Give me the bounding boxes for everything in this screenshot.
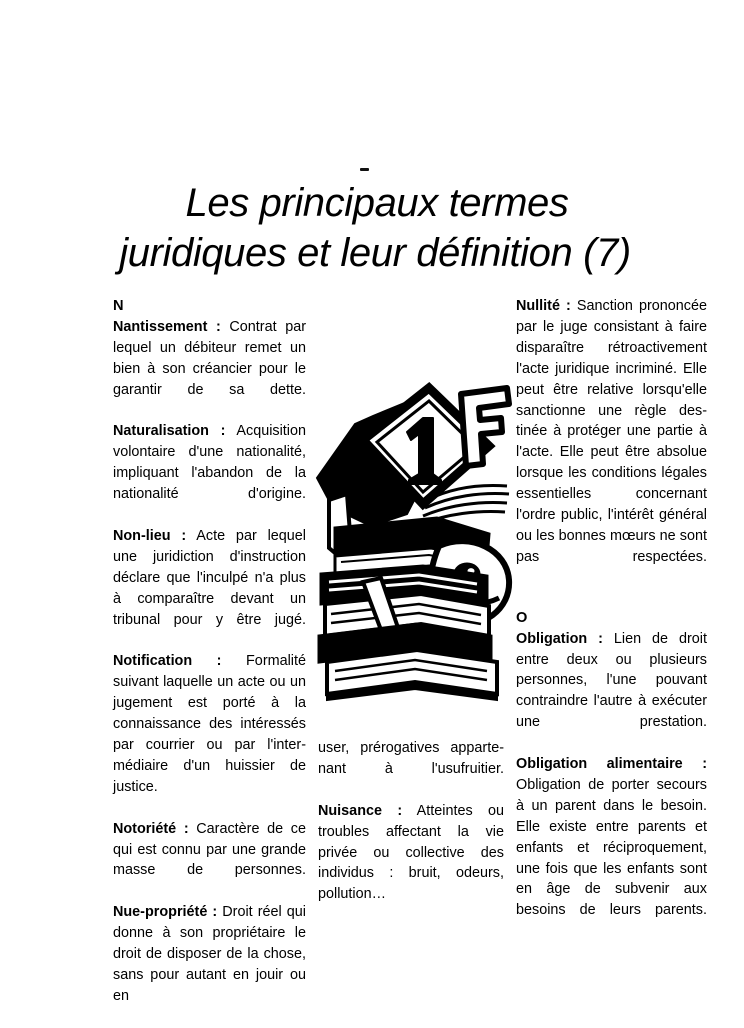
definition-obligation: Lien de droit entre deux ou plusieurs personnes, l'une pouvant contraindre l'autre à exécuter une prestation. xyxy=(516,630,708,731)
page-title-line-2: juridiques et leur définition (7) xyxy=(119,231,631,275)
definition-naturalisation: Acquisition volontaire d'une nationalité, impliquant l'abandon de la nationalité d'origine. xyxy=(113,423,307,503)
term-nue-propriete: Nue-propriété : xyxy=(113,904,218,921)
definition-non-lieu: Acte par lequel une juridiction d'instruction déclare que l'inculpé n'a plus à comparaître devant un tribunal pour y être jugé. xyxy=(113,527,306,628)
term-naturalisation: Naturalisation : xyxy=(113,423,226,440)
term-notification: Notification : xyxy=(113,653,222,670)
definition-nantissement: Contrat par lequel un débiteur remet un bien à son créancier pour le garantir de sa dette. xyxy=(113,318,306,398)
entry-notoriete xyxy=(113,819,306,903)
entry-obligation-alimentaire xyxy=(516,754,707,942)
term-notoriete: Notoriété : xyxy=(113,820,189,837)
left-column xyxy=(113,296,306,1028)
page-title-line-1: Les principaux termes xyxy=(185,181,569,225)
term-nuisance: Nuisance : xyxy=(318,802,403,819)
term-non-lieu: Non-lieu : xyxy=(113,527,187,544)
entry-notification xyxy=(113,651,306,818)
entry-naturalisation xyxy=(113,421,306,526)
entry-nullite xyxy=(516,296,707,589)
scan-artifact-mark xyxy=(360,168,369,171)
continuation-nue-propriete: user, prérogatives appartenant à l'usufruitier. xyxy=(318,740,504,777)
letter-heading-n: N xyxy=(113,298,124,314)
definition-nullite: Sanction prononcée par le juge consistant à faire disparaître rétroactivement l'acte juridique incriminé. Elle peut être relative lorsqu'elle sanctionne une règle destinée à protéger une partie à l'acte. Elle peut être absolue lorsque les conditions légales essentielles concernant l'ordre public, l'intérêt général ou les bonnes mœurs ne sont pas respectées. xyxy=(516,298,707,565)
definition-notification: Formalité suivant laquelle un acte ou un jugement est porté à la connaissance des intéressés par courrier ou par l'intermédiaire d'un huissier de justice. xyxy=(113,653,306,795)
stack-of-books-illustration xyxy=(311,368,516,718)
entry-nuisance xyxy=(318,801,504,926)
entry-obligation xyxy=(516,629,707,754)
definition-obligation-alimentaire: Obligation de porter secours à un parent dans le besoin. Elle existe entre parents et enfants et réciproquement, une fois que les enfants sont en âge de subvenir aux besoins de leurs parents. xyxy=(516,776,707,919)
entry-non-lieu xyxy=(113,526,306,651)
definition-notoriete: Caractère de ce qui est connu par une grande masse de personnes. xyxy=(113,820,306,879)
term-nantissement: Nantissement : xyxy=(113,318,221,335)
page-title xyxy=(0,178,744,278)
definition-nue-propriete: Droit réel qui donne à son propriétaire le droit de disposer de la chose, sans pour autant en jouir ou en xyxy=(113,904,307,1004)
term-obligation: Obligation : xyxy=(516,630,603,647)
term-obligation-alimentaire: Obligation alimentaire : xyxy=(516,756,707,773)
entry-nantissement xyxy=(113,317,306,422)
middle-column xyxy=(318,738,504,926)
right-column xyxy=(516,296,707,942)
letter-heading-o: O xyxy=(516,609,528,626)
definition-nuisance: Atteintes ou troubles affectant la vie privée ou collective des individus : bruit, odeurs, pollution… xyxy=(318,802,504,903)
term-nullite: Nullité : xyxy=(516,298,571,314)
entry-nue-propriete xyxy=(113,902,306,1027)
